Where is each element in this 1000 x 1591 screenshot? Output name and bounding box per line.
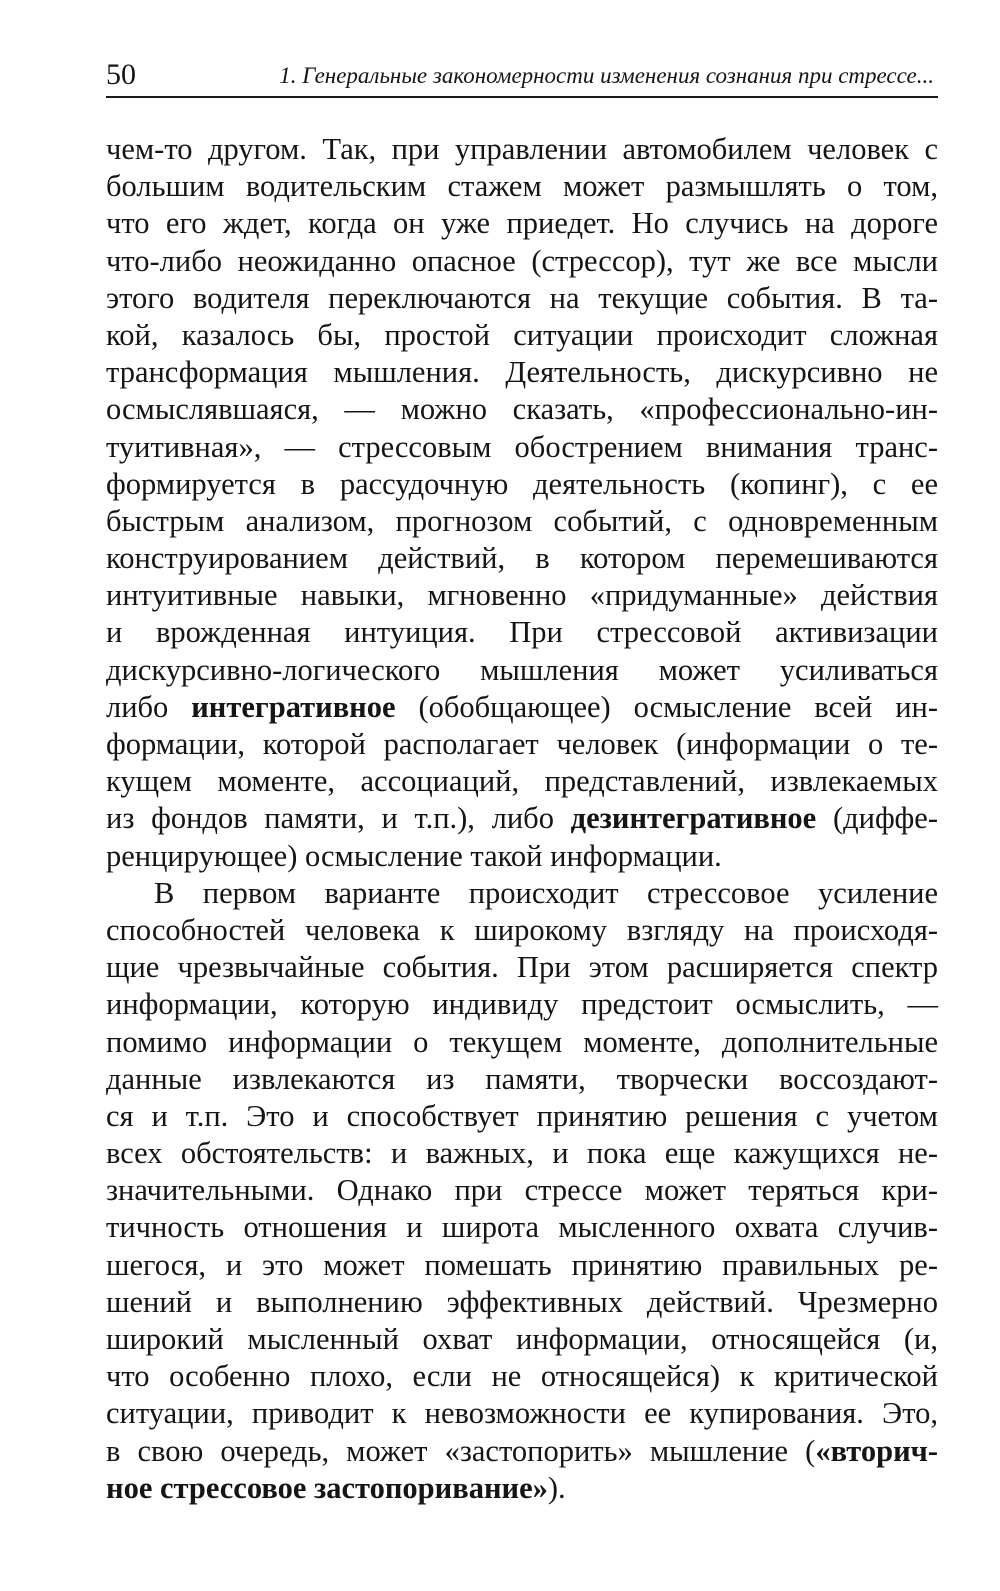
text-line: ситуации, приводит к невозможности ее купирования. Это, [106, 1396, 938, 1431]
text-line [106, 689, 938, 726]
text-line [106, 800, 938, 837]
text-line: туитивная», — стрессовым обострением внимания транс- [106, 429, 938, 464]
text-line: интуитивные навыки, мгновенно «придуманные» действия [106, 578, 938, 613]
paragraph-2 [106, 875, 938, 1507]
text-line: способностей человека к широкому взгляду на происходя- [106, 912, 938, 947]
text-line: кой, казалось бы, простой ситуации происходит сложная [106, 317, 938, 352]
text-run: либо [106, 689, 192, 724]
bold-term-disintegrative: дезинтегративное [570, 801, 817, 836]
text-line: щие чрезвычайные события. При этом расширяется спектр [106, 950, 938, 985]
page-number: 50 [106, 58, 136, 91]
bold-term-secondary: «вторич- [815, 1433, 938, 1468]
text-line: кущем моменте, ассоциаций, представлений, извлекаемых [106, 764, 938, 799]
text-line: В первом варианте происходит стрессовое усиление [154, 875, 938, 910]
text-run: из фондов памяти, и т.п.), либо [106, 801, 571, 836]
paragraph-1 [106, 131, 938, 875]
text-line: широкий мысленный охват информации, относящейся (и, [106, 1322, 938, 1356]
text-line: быстрым анализом, прогнозом событий, с одновременным [106, 503, 938, 538]
text-line: ся и т.п. Это и способствует принятию решения с учетом [106, 1098, 938, 1133]
bold-term-secondary-cont: ное стрессовое застопоривание» [106, 1470, 548, 1505]
text-line [106, 1433, 938, 1470]
text-line: тичность отношения и широта мысленного охвата случив- [106, 1210, 938, 1245]
text-line: конструированием действий, в котором перемешиваются [106, 541, 938, 576]
text-run: (диффе- [816, 801, 938, 836]
text-line: формируется в рассудочную деятельность (копинг), с ее [106, 466, 938, 501]
text-line [106, 1470, 938, 1507]
text-line: информации, которую индивиду предстоит осмыслить, — [106, 987, 938, 1022]
text-line: шегося, и это может помешать принятию правильных ре- [106, 1247, 938, 1282]
text-line: шений и выполнению эффективных действий. Чрезмерно [106, 1284, 938, 1319]
bold-term-integrative: интегративное [191, 689, 396, 724]
text-run: ). [547, 1470, 566, 1505]
text-line: трансформация мышления. Деятельность, дискурсивно не [106, 355, 938, 390]
text-run: в свою очередь, может «застопорить» мышление ( [106, 1433, 816, 1468]
text-line: и врожденная интуиция. При стрессовой активизации [106, 615, 938, 650]
text-line: значительными. Однако при стрессе может теряться кри- [106, 1173, 938, 1208]
text-line: формации, которой располагает человек (информации о те- [106, 727, 938, 761]
text-line: большим водительским стажем может размышлять о том, [106, 169, 938, 204]
text-line: что его ждет, когда он уже приедет. Но случись на дороге [106, 206, 938, 241]
text-line: чем-то другом. Так, при управлении автомобилем человек с [106, 132, 938, 166]
text-line: что особенно плохо, если не относящейся) к критической [106, 1359, 938, 1394]
running-title: 1. Генеральные закономерности изменения сознания при стрессе... [279, 63, 934, 88]
text-run: (обобщающее) осмысление всей ин- [395, 689, 938, 724]
text-line: ренцирующее) осмысление такой информации. [106, 838, 722, 873]
text-line: всех обстоятельств: и важных, и пока еще кажущихся не- [106, 1136, 938, 1171]
text-line: помимо информации о текущем моменте, дополнительные [106, 1024, 938, 1059]
body-text [106, 131, 938, 1507]
running-head [106, 52, 938, 98]
text-line: осмыслявшаяся, — можно сказать, «профессионально-ин- [106, 392, 938, 427]
text-line: что-либо неожиданно опасное (стрессор), тут же все мысли [106, 243, 938, 278]
text-line: этого водителя переключаются на текущие события. В та- [106, 280, 938, 315]
text-line: данные извлекаются из памяти, творчески воссоздают- [106, 1061, 938, 1096]
text-line: дискурсивно-логического мышления может усиливаться [106, 652, 938, 687]
